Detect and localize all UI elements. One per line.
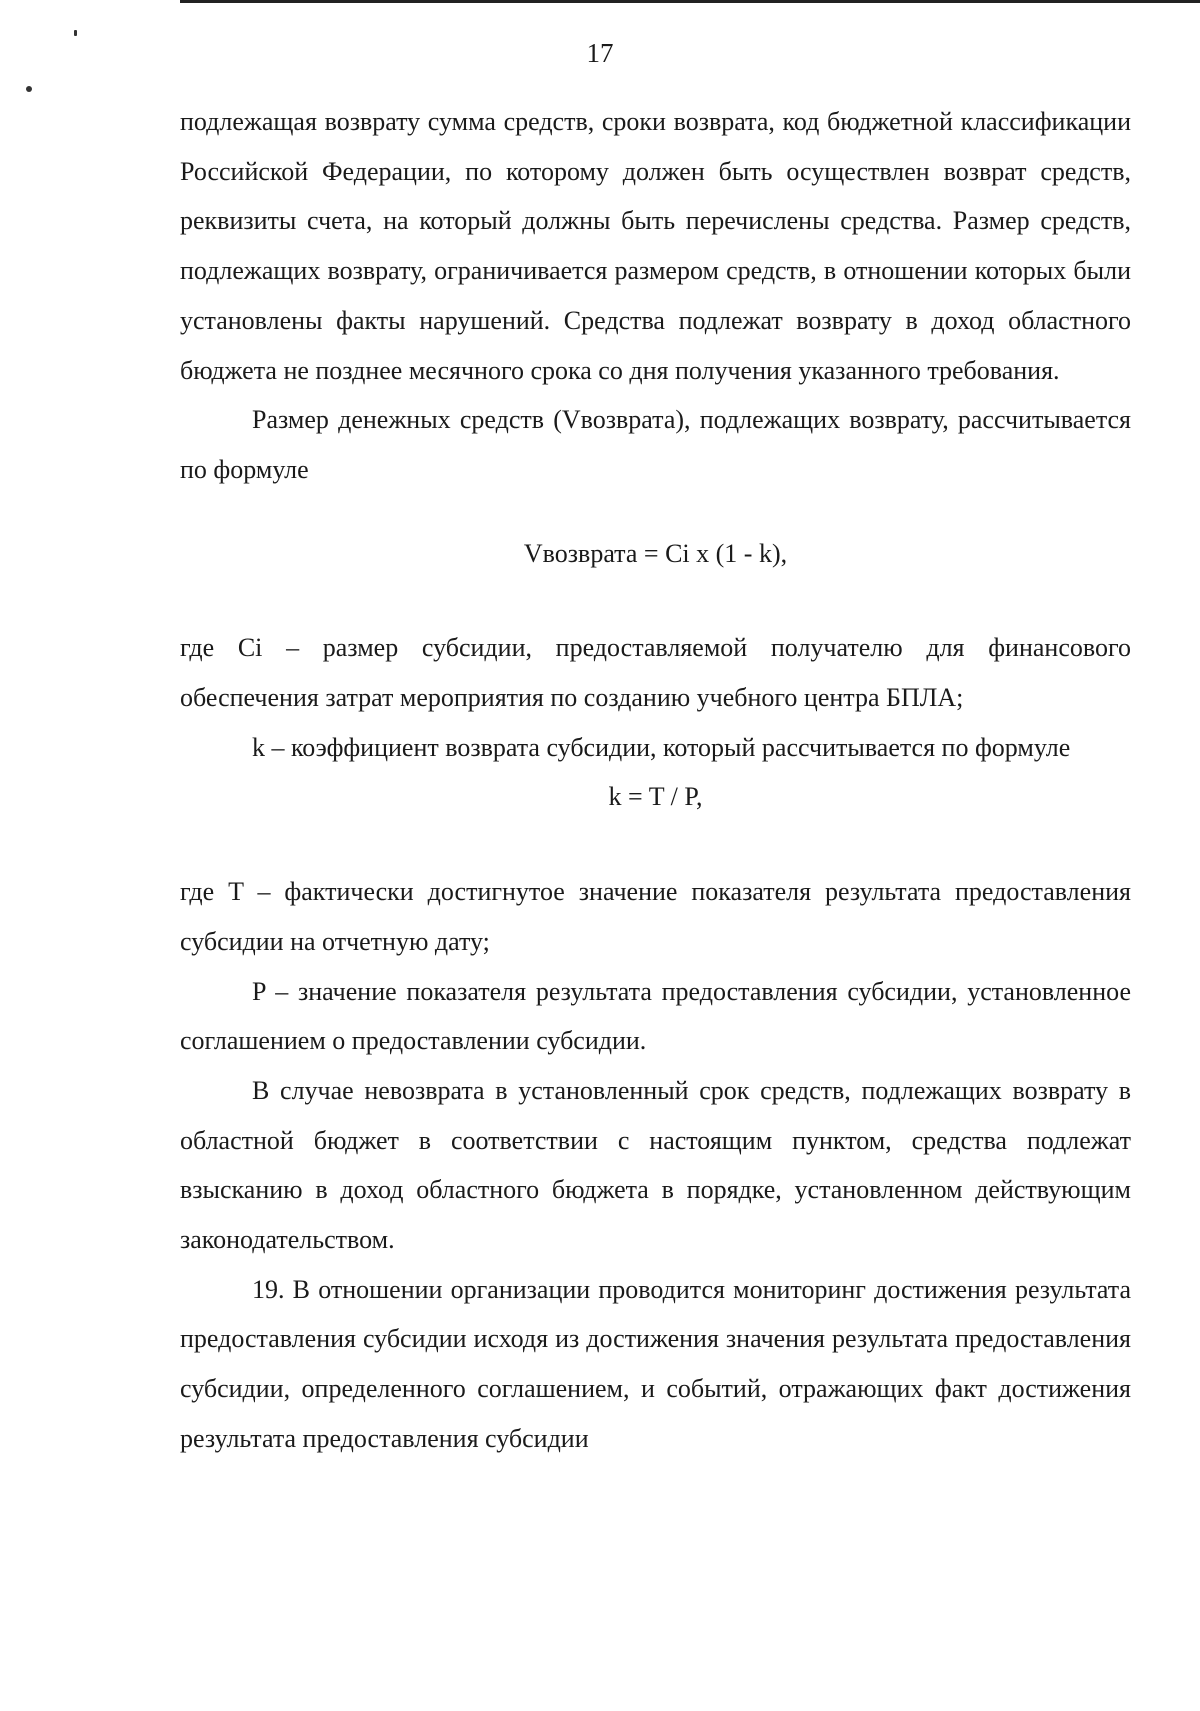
scan-speck (26, 86, 32, 92)
paragraph-return-terms: подлежащая возврату сумма средств, сроки возврата, код бюджетной классификации Российской Федерации, по которому должен быть осуществлен возврат средств, реквизиты счета, на который должны быть перечислены средства. Размер средств, подлежащих возврату, ограничивается размером средств, в отношении которых были установлены факты нарушений. Средства подлежат возврату в доход областного бюджета не позднее месячного срока со дня получения указанного требования. (180, 107, 1131, 385)
paragraph-k-definition: k – коэффициент возврата субсидии, который рассчитывается по формуле (252, 732, 1071, 762)
paragraph-non-return: В случае невозврата в установленный срок средств, подлежащих возврату в областной бюджет в соответствии с настоящим пунктом, средства подлежат взысканию в доход областного бюджета в порядке, установленном действующим законодательством. (180, 1075, 1131, 1255)
document-body (180, 97, 1131, 1464)
paragraph-monitoring: 19. В отношении организации проводится мониторинг достижения результата предоставления субсидии исходя из достижения значения результата предоставления субсидии, определенного соглашением, и событий, отражающих факт достижения результата предоставления субсидии (180, 1274, 1131, 1453)
paragraph-return-amount: Размер денежных средств (Vвозврата), подлежащих возврату, рассчитывается по формуле (180, 405, 1131, 484)
paragraph-ci-definition: где Ci – размер субсидии, предоставляемой получателю для финансового обеспечения затрат мероприятия по созданию учебного центра БПЛА; (180, 633, 1131, 713)
paragraph-p-definition: P – значение показателя результата предоставления субсидии, установленное соглашением о предоставлении субсидии. (180, 976, 1131, 1056)
scan-speck (74, 30, 77, 36)
formula-k: k = T / P, (608, 782, 703, 812)
page-number: 17 (586, 38, 614, 68)
top-border-line (180, 0, 1200, 3)
formula-return-amount: Vвозврата = Ci x (1 - k), (523, 538, 788, 568)
paragraph-t-definition: где T – фактически достигнутое значение показателя результата предоставления субсидии на отчетную дату; (180, 877, 1131, 956)
